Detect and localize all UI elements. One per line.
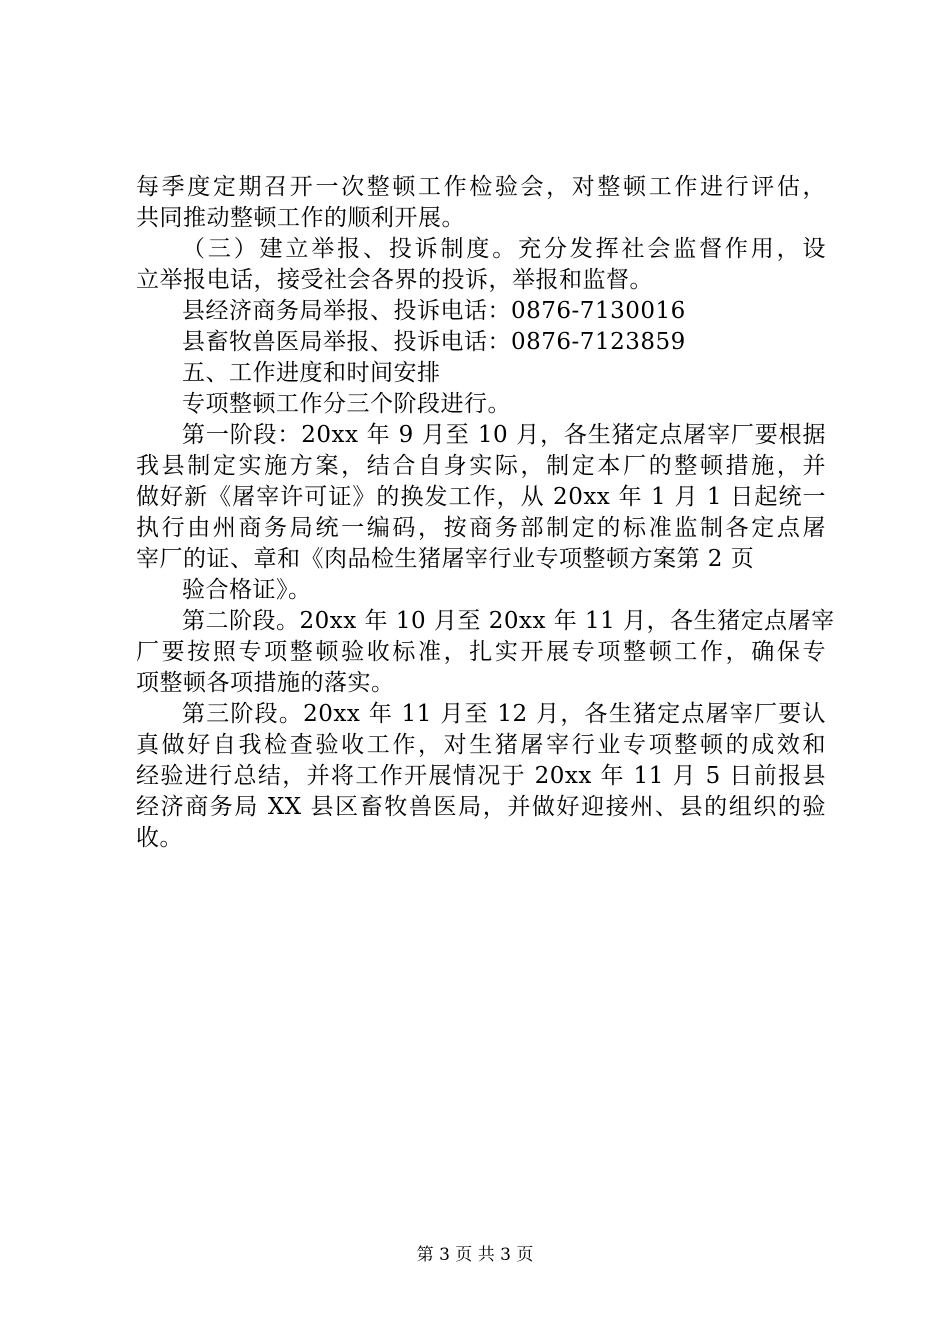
paragraph-line: 执行由州商务局统一编码，按商务部制定的标准监制各定点屠 (136, 515, 826, 541)
complaint-phone-line: 县经济商务局举报、投诉电话：0876-7130016 (182, 298, 686, 324)
paragraph-line: 第三阶段。20xx 年 11 月至 12 月，各生猪定点屠宰厂要认 (182, 701, 826, 727)
paragraph-line: 每季度定期召开一次整顿工作检验会，对整顿工作进行评估， (136, 174, 826, 200)
paragraph-line: 专项整顿工作分三个阶段进行。 (182, 391, 511, 417)
paragraph-line: 经验进行总结，并将工作开展情况于 20xx 年 11 月 5 日前报县 (136, 763, 826, 789)
paragraph-line: 共同推动整顿工作的顺利开展。 (136, 205, 465, 231)
paragraph-line: 宰厂的证、章和《肉品检生猪屠宰行业专项整顿方案第 2 页 (136, 546, 755, 572)
paragraph-line: 项整顿各项措施的落实。 (136, 670, 395, 696)
paragraph-line: 厂要按照专项整顿验收标准，扎实开展专项整顿工作，确保专 (136, 639, 826, 665)
paragraph-line: 经济商务局 XX 县区畜牧兽医局，并做好迎接州、县的组织的验 (136, 794, 826, 820)
complaint-phone-line: 县畜牧兽医局举报、投诉电话：0876-7123859 (182, 329, 686, 355)
paragraph-line: 真做好自我检查验收工作，对生猪屠宰行业专项整顿的成效和 (136, 732, 826, 758)
paragraph-line: （三）建立举报、投诉制度。充分发挥社会监督作用，设 (182, 236, 826, 262)
paragraph-line: 收。 (136, 825, 183, 851)
paragraph-line: 验合格证》。 (182, 577, 312, 603)
paragraph-line: 立举报电话，接受社会各界的投诉，举报和监督。 (136, 267, 653, 293)
paragraph-line: 第二阶段。20xx 年 10 月至 20xx 年 11 月，各生猪定点屠宰 (182, 608, 835, 634)
body-text (136, 172, 835, 854)
section-heading: 五、工作进度和时间安排 (182, 360, 441, 386)
paragraph-line: 做好新《屠宰许可证》的换发工作，从 20xx 年 1 月 1 日起统一 (136, 484, 826, 510)
paragraph-line: 第一阶段：20xx 年 9 月至 10 月，各生猪定点屠宰厂要根据 (182, 422, 826, 448)
paragraph-line: 我县制定实施方案，结合自身实际，制定本厂的整顿措施，并 (136, 453, 826, 479)
page-number-footer: 第 3 页 共 3 页 (416, 1245, 534, 1265)
